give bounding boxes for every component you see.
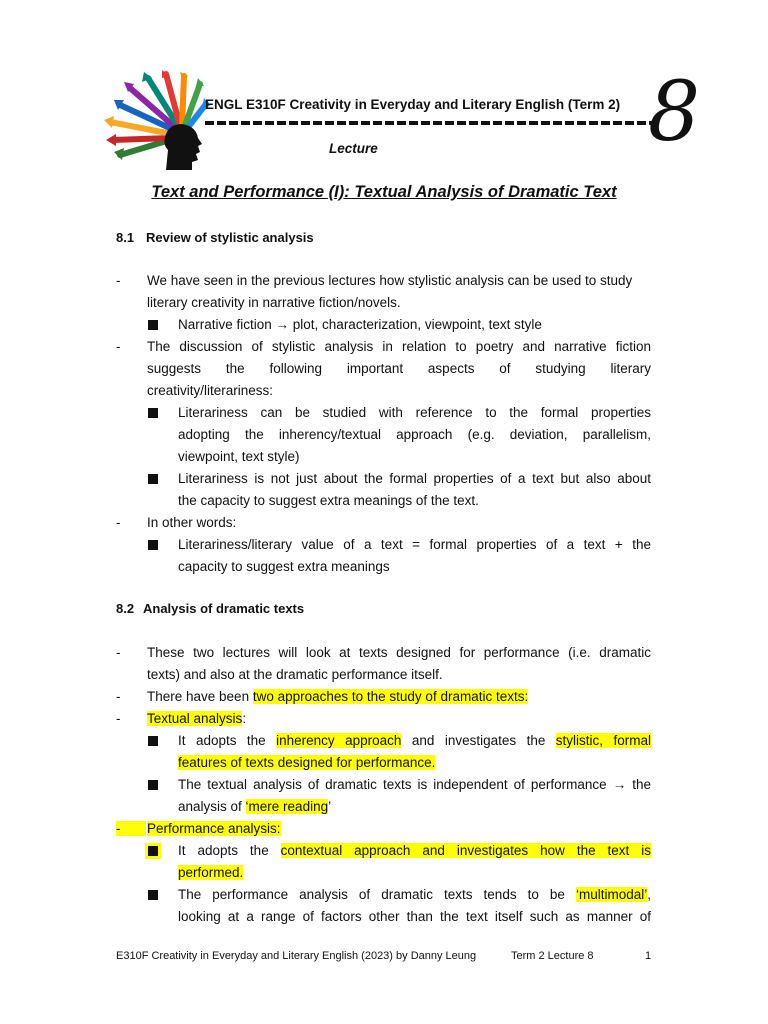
square-bullet-icon [148,890,158,900]
highlighted-text: two approaches to the study of dramatic texts: [252,689,529,704]
bullet-text [178,840,651,862]
paragraph-line: literary creativity in narrative fiction/novels. [147,295,401,310]
course-title: ENGL E310F Creativity in Everyday and Literary English (Term 2) [205,97,621,112]
highlighted-text: ‘multimodal’ [575,887,648,902]
square-bullet-icon [148,320,158,330]
section-number: 8.1 [116,230,135,245]
paragraph-line: suggests the following important aspects of studying literary [147,361,651,376]
highlighted-text: stylistic, formal [555,733,651,748]
list-dash: - [116,273,121,288]
bullet-text: Literariness/literary value of a text = formal properties of a text + the [178,537,651,552]
list-dash: - [116,711,121,726]
paragraph-line: creativity/literariness: [147,383,274,398]
list-dash: - [116,645,121,660]
paragraph-line: The discussion of stylistic analysis in relation to poetry and narrative fiction [147,339,651,354]
bullet-text: Narrative fiction → plot, characterization, viewpoint, text style [178,317,542,332]
paragraph-line: These two lectures will look at texts designed for performance (i.e. dramatic [147,645,651,660]
section-title: Analysis of dramatic texts [143,601,305,616]
lecture-number: 8 [648,65,701,160]
bullet-text [178,752,435,774]
paragraph-line [147,818,281,840]
paragraph-line [147,686,528,708]
text-run: analysis of [178,799,246,814]
square-bullet-icon [148,780,158,790]
footer-page-number: 1 [645,950,652,962]
paragraph-line [147,708,246,730]
section-heading-8-2 [116,601,304,616]
footer-course-credit: E310F Creativity in Everyday and Literary English (2023) by Danny Leung [116,950,477,962]
text-run: : [242,711,247,726]
bullet-text: the capacity to suggest extra meanings of the text. [178,493,479,508]
text-run: It adopts the [178,733,277,748]
square-bullet-icon [148,736,158,746]
highlighted-text: Textual analysis [147,711,243,726]
bullet-text: capacity to suggest extra meanings [178,559,390,574]
highlighted-text: ‘mere reading [245,799,329,814]
highlighted-text: inherency approach [276,733,402,748]
highlighted-text: features of texts designed for performance. [178,755,436,770]
bullet-text: looking at a range of factors other than the text itself such as manner of [178,909,651,924]
text-run: It adopts the [178,843,281,858]
highlighted-text: Performance analysis: [147,821,281,836]
bullet-text [178,730,651,752]
bullet-text: adopting the inherency/textual approach (e.g. deviation, parallelism, [178,427,651,442]
text-run: , [647,887,651,902]
lecture-label: Lecture [329,141,378,156]
square-bullet-icon [148,474,158,484]
highlighted-text: performed. [178,865,244,880]
section-heading-8-1 [116,230,314,245]
bullet-text [178,884,651,906]
paragraph-line: We have seen in the previous lectures how stylistic analysis can be used to study [147,273,633,288]
list-dash: - [116,689,121,704]
document-title: Text and Performance (I): Textual Analysis of Dramatic Text [151,183,617,201]
text-run: ’ [328,799,332,814]
colorful-arrows-head-silhouette-icon [100,70,210,170]
list-dash: - [116,339,121,354]
text-run: The performance analysis of dramatic texts tends to be [178,887,576,902]
square-bullet-icon [148,540,158,550]
section-title: Review of stylistic analysis [146,230,314,245]
bullet-text: Literariness is not just about the formal properties of a text but also about [178,471,651,486]
paragraph-line: texts) and also at the dramatic performance itself. [147,667,443,682]
header-dashed-divider [205,118,653,128]
text-run: and investigates the [401,733,556,748]
bullet-text [178,796,331,818]
list-dash: - [116,515,121,530]
paragraph-line: In other words: [147,515,237,530]
square-bullet-icon [148,846,158,856]
section-number: 8.2 [116,601,135,616]
bullet-text: viewpoint, text style) [178,449,300,464]
bullet-text: Literariness can be studied with reference to the formal properties [178,405,651,420]
bullet-text: The textual analysis of dramatic texts is independent of performance → the [178,777,651,792]
bullet-text [178,862,243,884]
highlighted-text: contextual approach and investigates how the text is [280,843,651,858]
text-run: There have been [147,689,253,704]
list-dash: - [116,821,146,836]
square-bullet-icon [148,408,158,418]
footer-lecture-ref: Term 2 Lecture 8 [511,950,594,962]
